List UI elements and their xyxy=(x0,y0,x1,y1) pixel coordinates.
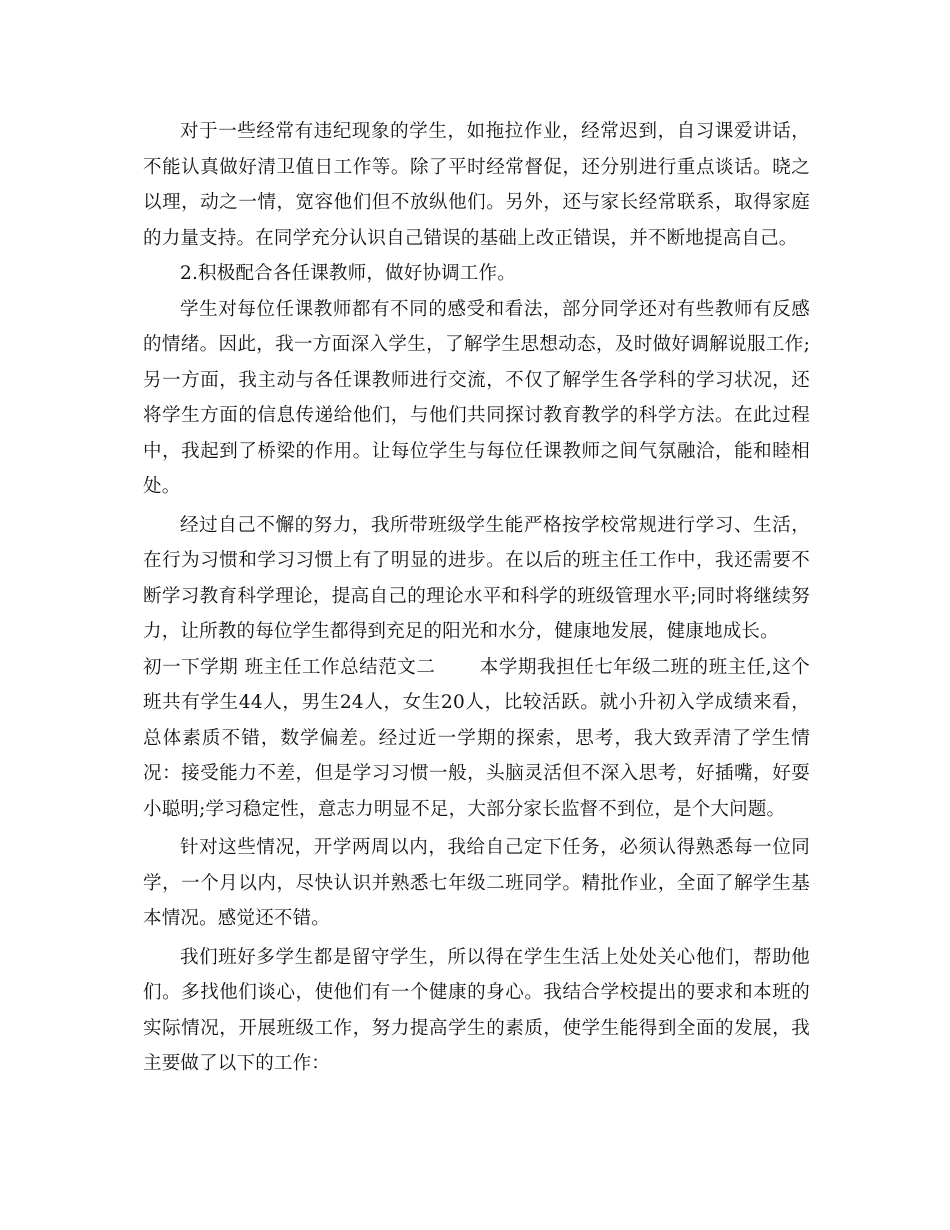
paragraph-tasks: 针对这些情况，开学两周以内，我给自己定下任务，必须认得熟悉每一位同学，一个月以内，尽快认识并熟悉七年级二班同学。精批作业，全面了解学生基本情况。感觉还不错。 xyxy=(143,837,810,929)
paragraph-care: 我们班好多学生都是留守学生，所以得在学生生活上处处关心他们，帮助他们。多找他们谈心，使他们有一个健康的身心。我结合学校提出的要求和本班的实际情况，开展班级工作，努力提高学生的素质，使学生能得到全面的发展，我主要做了以下的工作： xyxy=(143,946,810,1074)
paragraph-discipline: 对于一些经常有违纪现象的学生，如拖拉作业，经常迟到，自习课爱讲话，不能认真做好清卫值日工作等。除了平时经常督促，还分别进行重点谈话。晓之以理，动之一情，宽容他们但不放纵他们。另外，还与家长经常联系，取得家庭的力量支持。在同学充分认识自己错误的基础上改正错误，并不断地提高自己。 xyxy=(143,121,810,249)
paragraph-summary-two xyxy=(143,650,810,828)
paragraph-teacher-coordination: 学生对每位任课教师都有不同的感受和看法，部分同学还对有些教师有反感的情绪。因此，我一方面深入学生，了解学生思想动态，及时做好调解说服工作;另一方面，我主动与各任课教师进行交流，不仅了解学生各学科的学习状况，还将学生方面的信息传递给他们，与他们共同探讨教育教学的科学方法。在此过程中，我起到了桥梁的作用。让每位学生与每位任课教师之间气氛融洽，能和睦相处。 xyxy=(143,298,810,497)
section-title-summary-two: 初一下学期 班主任工作总结范文二 xyxy=(143,656,436,678)
paragraph-progress: 经过自己不懈的努力，我所带班级学生能严格按学校常规进行学习、生活，在行为习惯和学习习惯上有了明显的进步。在以后的班主任工作中，我还需要不断学习教育科学理论，提高自己的理论水平和科学的班级管理水平;同时将继续努力，让所教的每位学生都得到充足的阳光和水分，健康地发展，健康地成长。 xyxy=(143,514,810,642)
paragraph-section-heading-2: 2.积极配合各任课教师，做好协调工作。 xyxy=(180,263,516,284)
paragraph-class-overview: 本学期我担任七年级二班的班主任,这个班共有学生44人，男生24人，女生20人，比较活跃。就小升初入学成绩来看，总体素质不错，数学偏差。经过近一学期的探索，思考，我大致弄清了学生情况：接受能力不差，但是学习习惯一般，头脑灵活但不深入思考，好插嘴，好耍小聪明;学习稳定性，意志力明显不足，大部分家长监督不到位，是个大问题。 xyxy=(143,656,810,820)
